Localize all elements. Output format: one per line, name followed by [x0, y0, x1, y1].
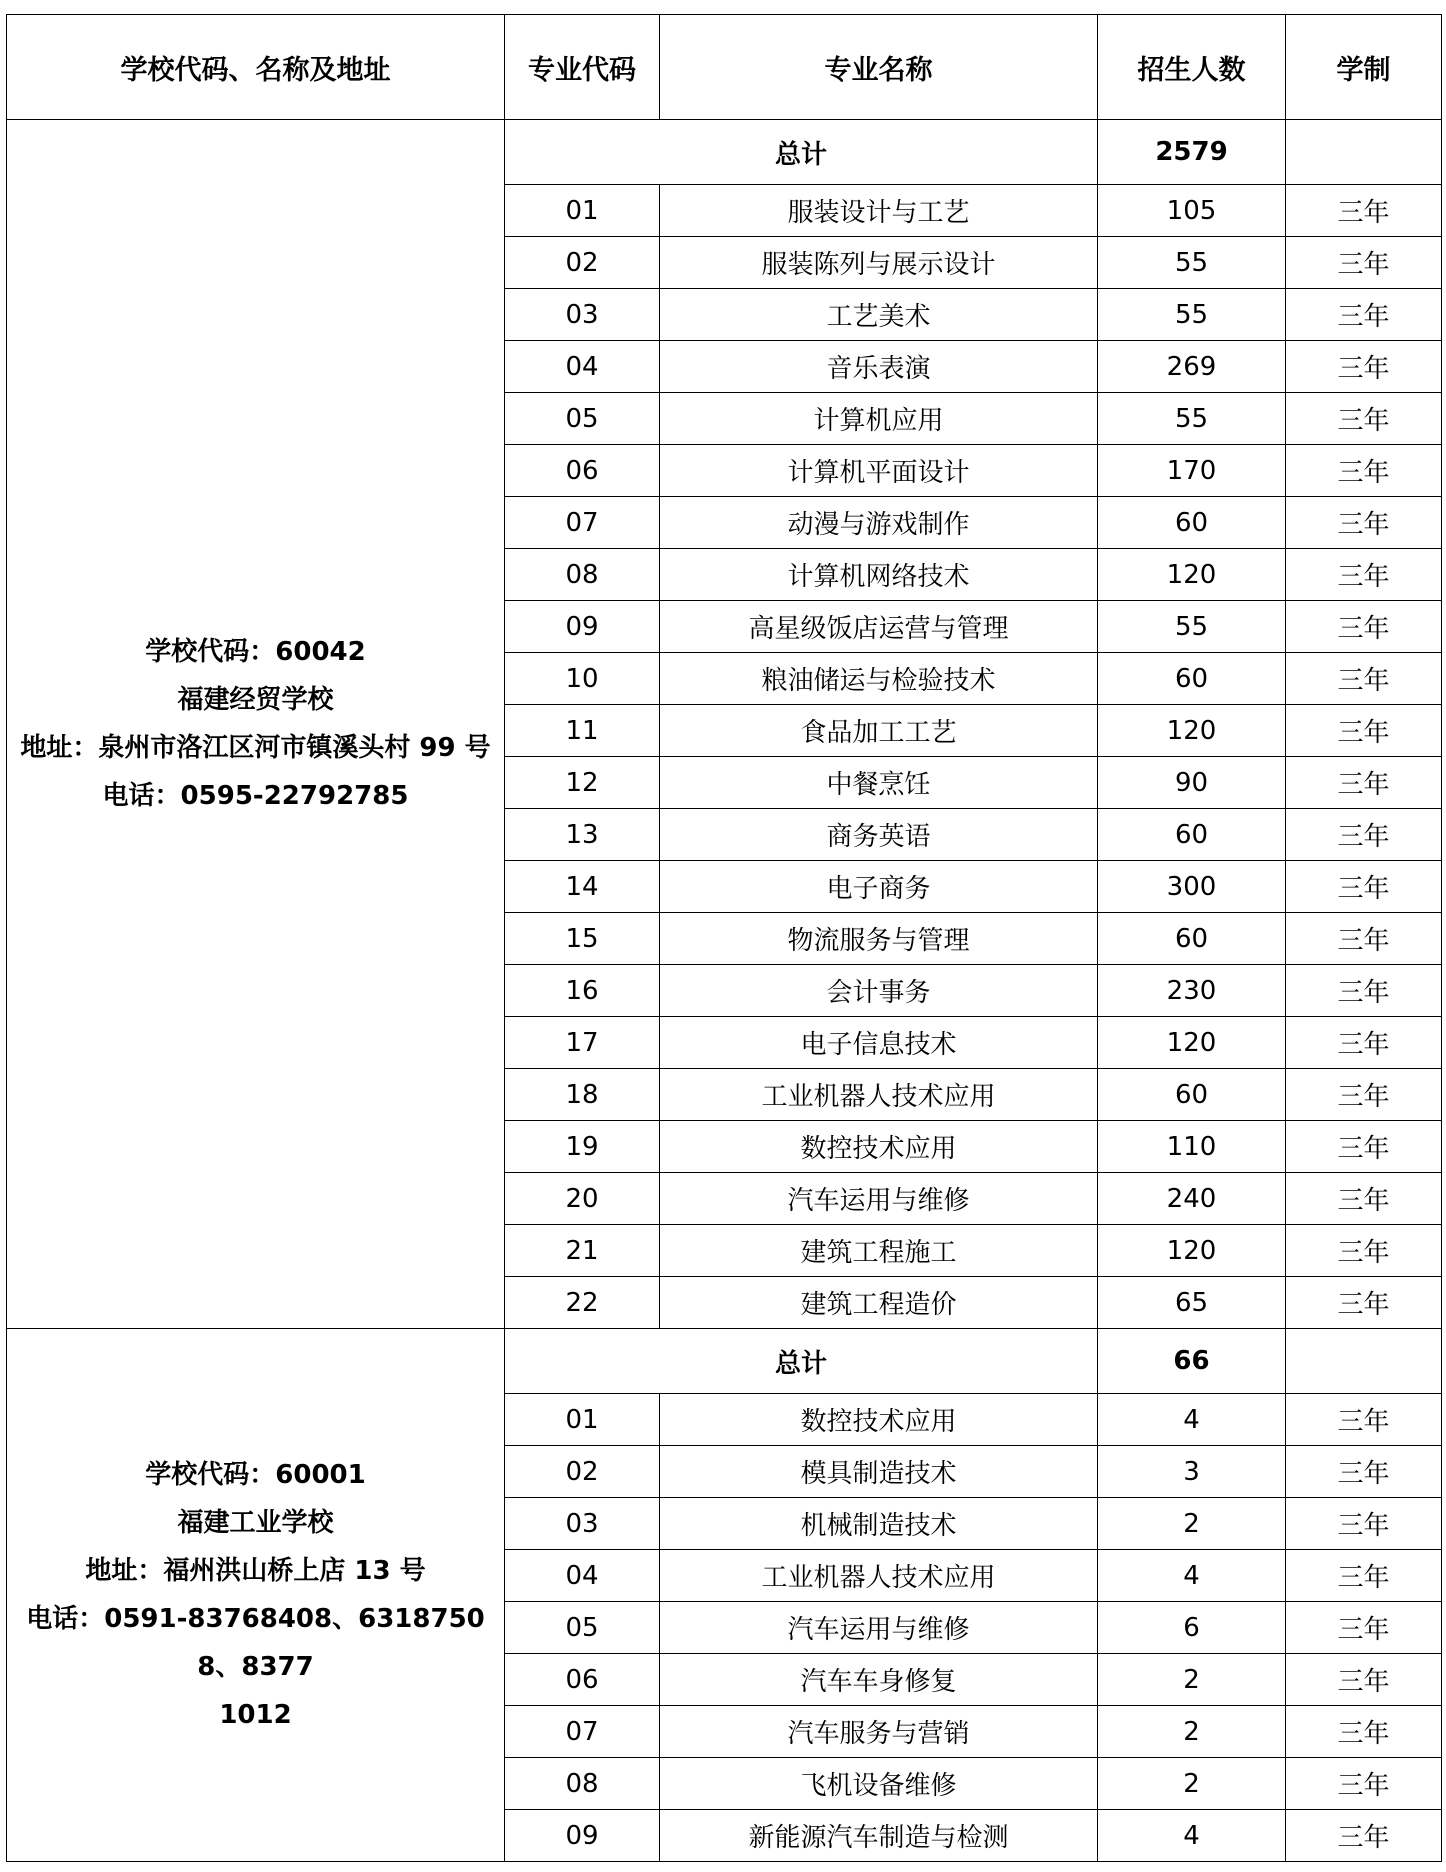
duration: 三年	[1286, 1498, 1442, 1550]
major-name: 音乐表演	[660, 341, 1098, 393]
enrollment-count: 240	[1098, 1173, 1286, 1225]
duration: 三年	[1286, 965, 1442, 1017]
header-school: 学校代码、名称及地址	[7, 15, 505, 120]
major-code: 15	[505, 913, 660, 965]
enrollment-count: 3	[1098, 1446, 1286, 1498]
duration: 三年	[1286, 1121, 1442, 1173]
enrollment-count: 60	[1098, 497, 1286, 549]
major-name: 汽车运用与维修	[660, 1602, 1098, 1654]
major-name: 建筑工程施工	[660, 1225, 1098, 1277]
duration: 三年	[1286, 1277, 1442, 1329]
duration: 三年	[1286, 1017, 1442, 1069]
duration: 三年	[1286, 341, 1442, 393]
duration: 三年	[1286, 1173, 1442, 1225]
duration: 三年	[1286, 497, 1442, 549]
total-duration-empty	[1286, 120, 1442, 185]
major-code: 10	[505, 653, 660, 705]
enrollment-count: 65	[1098, 1277, 1286, 1329]
major-code: 12	[505, 757, 660, 809]
major-code: 04	[505, 1550, 660, 1602]
major-code: 13	[505, 809, 660, 861]
major-code: 09	[505, 1810, 660, 1862]
major-name: 电子信息技术	[660, 1017, 1098, 1069]
duration: 三年	[1286, 1394, 1442, 1446]
enrollment-count: 55	[1098, 237, 1286, 289]
school-info: 学校代码：60042 福建经贸学校 地址：泉州市洛江区河市镇溪头村 99 号 电话：0595-22792785	[7, 120, 505, 1329]
major-code: 16	[505, 965, 660, 1017]
major-name: 会计事务	[660, 965, 1098, 1017]
header-major-name: 专业名称	[660, 15, 1098, 120]
major-name: 汽车车身修复	[660, 1654, 1098, 1706]
duration: 三年	[1286, 861, 1442, 913]
enrollment-count: 4	[1098, 1394, 1286, 1446]
major-name: 粮油储运与检验技术	[660, 653, 1098, 705]
major-code: 04	[505, 341, 660, 393]
major-code: 01	[505, 1394, 660, 1446]
major-code: 08	[505, 549, 660, 601]
duration: 三年	[1286, 1706, 1442, 1758]
duration: 三年	[1286, 1602, 1442, 1654]
enrollment-count: 300	[1098, 861, 1286, 913]
duration: 三年	[1286, 1225, 1442, 1277]
duration: 三年	[1286, 1550, 1442, 1602]
major-code: 21	[505, 1225, 660, 1277]
duration: 三年	[1286, 445, 1442, 497]
school-total-row	[7, 1329, 1442, 1394]
enrollment-count: 60	[1098, 1069, 1286, 1121]
major-code: 17	[505, 1017, 660, 1069]
major-name: 数控技术应用	[660, 1394, 1098, 1446]
duration: 三年	[1286, 393, 1442, 445]
major-code: 05	[505, 393, 660, 445]
total-duration-empty	[1286, 1329, 1442, 1394]
major-name: 服装陈列与展示设计	[660, 237, 1098, 289]
major-name: 数控技术应用	[660, 1121, 1098, 1173]
school-info: 学校代码：60001 福建工业学校 地址：福州洪山桥上店 13 号 电话：0591-83768408、63187508、8377 1012	[7, 1329, 505, 1862]
major-code: 14	[505, 861, 660, 913]
major-name: 汽车运用与维修	[660, 1173, 1098, 1225]
enrollment-count: 60	[1098, 809, 1286, 861]
duration: 三年	[1286, 237, 1442, 289]
total-label: 总计	[505, 1329, 1098, 1394]
major-code: 08	[505, 1758, 660, 1810]
duration: 三年	[1286, 1069, 1442, 1121]
major-name: 新能源汽车制造与检测	[660, 1810, 1098, 1862]
enrollment-count: 60	[1098, 653, 1286, 705]
major-name: 动漫与游戏制作	[660, 497, 1098, 549]
duration: 三年	[1286, 913, 1442, 965]
enrollment-count: 269	[1098, 341, 1286, 393]
major-code: 01	[505, 185, 660, 237]
duration: 三年	[1286, 289, 1442, 341]
enrollment-count: 55	[1098, 393, 1286, 445]
major-code: 06	[505, 1654, 660, 1706]
major-code: 19	[505, 1121, 660, 1173]
major-name: 模具制造技术	[660, 1446, 1098, 1498]
enrollment-count: 55	[1098, 289, 1286, 341]
major-code: 07	[505, 1706, 660, 1758]
major-code: 03	[505, 1498, 660, 1550]
major-name: 服装设计与工艺	[660, 185, 1098, 237]
enrollment-count: 2	[1098, 1758, 1286, 1810]
duration: 三年	[1286, 653, 1442, 705]
enrollment-count: 4	[1098, 1550, 1286, 1602]
enrollment-count: 120	[1098, 705, 1286, 757]
enrollment-count: 120	[1098, 1225, 1286, 1277]
duration: 三年	[1286, 601, 1442, 653]
enrollment-count: 2	[1098, 1498, 1286, 1550]
major-name: 计算机网络技术	[660, 549, 1098, 601]
total-label: 总计	[505, 120, 1098, 185]
major-name: 商务英语	[660, 809, 1098, 861]
header-enrollment-count: 招生人数	[1098, 15, 1286, 120]
major-code: 05	[505, 1602, 660, 1654]
major-name: 物流服务与管理	[660, 913, 1098, 965]
major-name: 机械制造技术	[660, 1498, 1098, 1550]
major-name: 高星级饭店运营与管理	[660, 601, 1098, 653]
enrollment-count: 60	[1098, 913, 1286, 965]
duration: 三年	[1286, 549, 1442, 601]
major-name: 电子商务	[660, 861, 1098, 913]
duration: 三年	[1286, 1758, 1442, 1810]
major-name: 计算机平面设计	[660, 445, 1098, 497]
major-code: 02	[505, 1446, 660, 1498]
total-count: 2579	[1098, 120, 1286, 185]
enrollment-count: 170	[1098, 445, 1286, 497]
enrollment-count: 2	[1098, 1654, 1286, 1706]
major-name: 中餐烹饪	[660, 757, 1098, 809]
enrollment-count: 2	[1098, 1706, 1286, 1758]
major-name: 汽车服务与营销	[660, 1706, 1098, 1758]
major-name: 工艺美术	[660, 289, 1098, 341]
enrollment-count: 120	[1098, 1017, 1286, 1069]
duration: 三年	[1286, 1446, 1442, 1498]
enrollment-count: 120	[1098, 549, 1286, 601]
major-name: 飞机设备维修	[660, 1758, 1098, 1810]
duration: 三年	[1286, 1810, 1442, 1862]
major-name: 建筑工程造价	[660, 1277, 1098, 1329]
major-code: 07	[505, 497, 660, 549]
major-name: 工业机器人技术应用	[660, 1550, 1098, 1602]
major-code: 20	[505, 1173, 660, 1225]
major-code: 09	[505, 601, 660, 653]
major-code: 18	[505, 1069, 660, 1121]
enrollment-count: 55	[1098, 601, 1286, 653]
duration: 三年	[1286, 185, 1442, 237]
major-code: 06	[505, 445, 660, 497]
enrollment-count: 4	[1098, 1810, 1286, 1862]
duration: 三年	[1286, 705, 1442, 757]
school-total-row	[7, 120, 1442, 185]
enrollment-count: 90	[1098, 757, 1286, 809]
major-code: 02	[505, 237, 660, 289]
header-row	[7, 15, 1442, 120]
major-code: 03	[505, 289, 660, 341]
duration: 三年	[1286, 1654, 1442, 1706]
major-code: 11	[505, 705, 660, 757]
major-name: 工业机器人技术应用	[660, 1069, 1098, 1121]
header-duration: 学制	[1286, 15, 1442, 120]
major-name: 计算机应用	[660, 393, 1098, 445]
enrollment-count: 105	[1098, 185, 1286, 237]
header-major-code: 专业代码	[505, 15, 660, 120]
major-code: 22	[505, 1277, 660, 1329]
duration: 三年	[1286, 809, 1442, 861]
enrollment-count: 110	[1098, 1121, 1286, 1173]
major-name: 食品加工工艺	[660, 705, 1098, 757]
enrollment-count: 230	[1098, 965, 1286, 1017]
duration: 三年	[1286, 757, 1442, 809]
total-count: 66	[1098, 1329, 1286, 1394]
enrollment-count: 6	[1098, 1602, 1286, 1654]
enrollment-table	[6, 14, 1442, 1862]
